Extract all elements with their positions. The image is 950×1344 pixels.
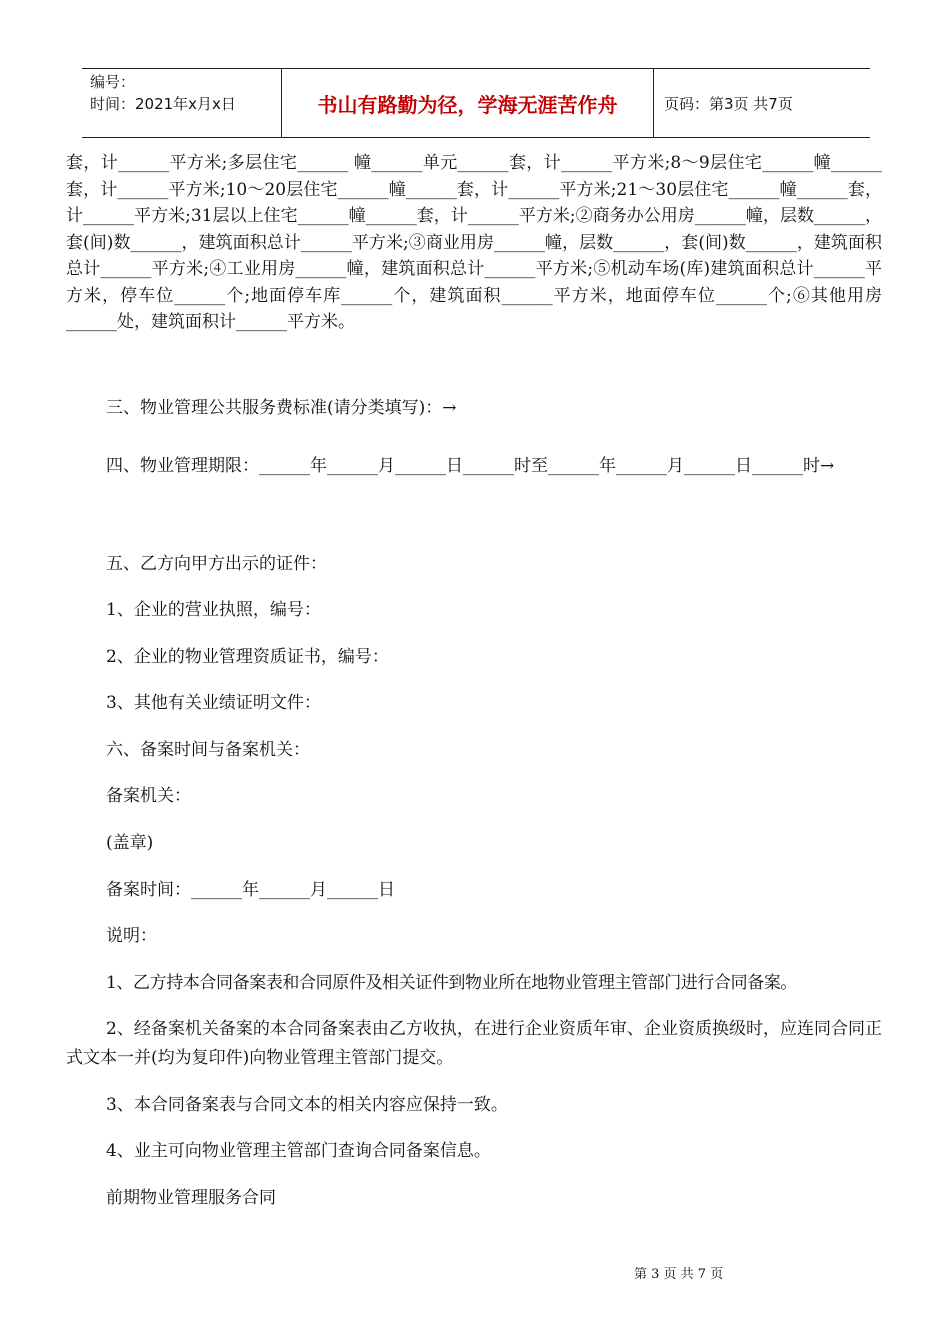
header-meta <box>82 69 282 137</box>
header-motto <box>282 69 654 137</box>
document-header <box>82 68 870 138</box>
section-3: 三、物业管理公共服务费标准(请分类填写)：→ <box>106 398 457 418</box>
header-page-number: 页码：第3页 共7页 <box>664 94 793 113</box>
date-text: 时间：2021年x月x日 <box>90 95 236 113</box>
motto-text: 书山有路勤为径，学海无涯苦作舟 <box>317 92 618 117</box>
document-body <box>66 150 882 1208</box>
note-1: 1、乙方持本合同备案表和合同原件及相关证件到物业所在地物业管理主管部门进行合同备案。 <box>106 973 798 993</box>
note-3: 3、本合同备案表与合同文本的相关内容应保持一致。 <box>106 1095 508 1115</box>
serial-label: 编号： <box>90 73 136 91</box>
closing-title: 前期物业管理服务合同 <box>106 1188 276 1208</box>
section-5-item-3: 3、其他有关业绩证明文件： <box>106 693 321 713</box>
section-5-item-2: 2、企业的物业管理资质证书，编号： <box>106 647 389 667</box>
intro-text: 套，计______平方米;多层住宅______ 幢______单元______套，计______平方米;8～9层住宅______幢______套，计______平方米;10～20层住宅______幢______套，计______平方米;21～30层住宅______幢______套，计______平方米;31层以上住宅______幢______套，计______平方米;②商务办公用房______幢，层数______，套(间)数______，建筑面积总计______平方米;③商业用房______幢，层数______，套(间)数______，建筑面积总计______平方米;④工业用房______幢，建筑面积总计______平方米;⑤机动车场(库)建筑面积总计______平方米，停车位______个;地面停车库______个，建筑面积______平方米，地面停车位______个;⑥其他用房______处，建筑面积计______平方米。 <box>66 153 882 332</box>
seal-label: (盖章) <box>106 833 154 853</box>
footer-page-number: 第 3 页 共 7 页 <box>634 1267 724 1282</box>
section-4: 四、物业管理期限：______年______月______日______时至______年______月______日______时→ <box>106 456 835 476</box>
note-2: 2、经备案机关备案的本合同备案表由乙方收执，在进行企业资质年审、企业资质换级时，应连同合同正式文本一并(均为复印件)向物业管理主管部门提交。 <box>66 1019 882 1068</box>
header-page <box>654 69 870 137</box>
intro-paragraph <box>66 150 882 336</box>
section-5: 五、乙方向甲方出示的证件： <box>106 554 327 574</box>
notes-heading: 说明： <box>106 926 157 946</box>
page-footer <box>634 1263 723 1282</box>
filing-date: 备案时间：______年______月______日 <box>106 880 395 900</box>
note-4: 4、业主可向物业管理主管部门查询合同备案信息。 <box>106 1141 491 1161</box>
section-6: 六、备案时间与备案机关： <box>106 740 310 760</box>
section-5-item-1: 1、企业的营业执照，编号： <box>106 600 321 620</box>
filing-agency: 备案机关： <box>106 786 191 806</box>
